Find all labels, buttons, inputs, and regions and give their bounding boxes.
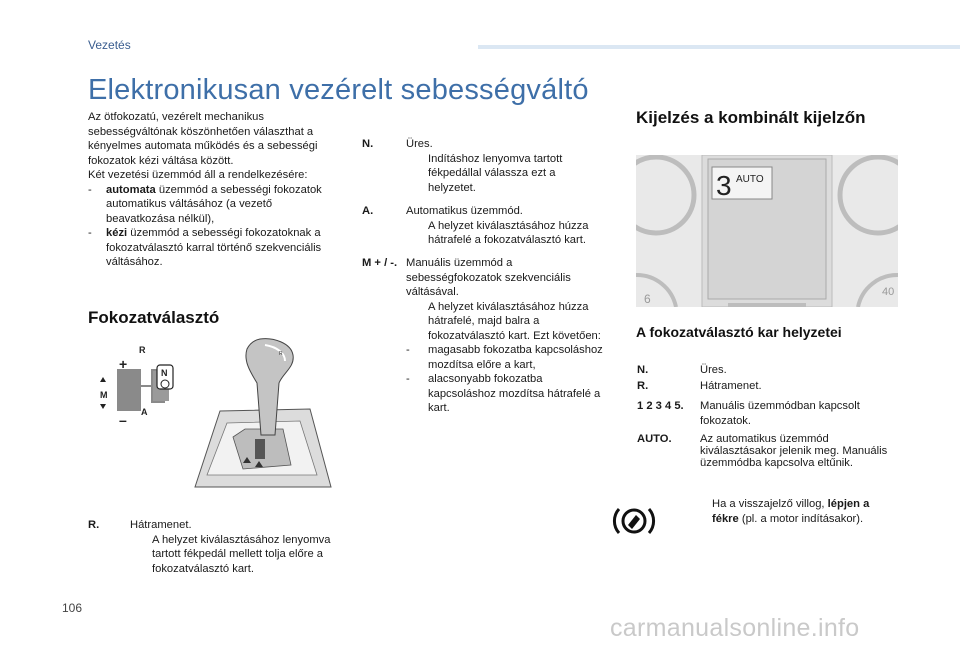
entry-m-value: Manuális üzemmód a sebességfokozatok szekvenciális váltásával. (406, 257, 571, 298)
intro-para-2: Két vezetési üzemmód áll a rendelkezésére: (88, 169, 308, 181)
cluster-gear-digit: 3 (716, 170, 732, 201)
position-gears-key: 1 2 3 4 5. (637, 400, 684, 412)
mode-auto-bold: automata (106, 183, 156, 196)
entry-a-value: Automatikus üzemmód. (406, 205, 523, 217)
dash: - (88, 183, 92, 196)
entry-n-bullet-text: Indításhoz lenyomva tartott fékpedállal válassza ezt a helyzetet. (428, 152, 563, 194)
cluster-auto-label: AUTO (736, 174, 764, 185)
header-bar (478, 45, 960, 49)
warning-post: (pl. a motor indításakor). (738, 512, 864, 525)
dash: - (406, 344, 410, 356)
warning-pre: Ha a visszajelző villog, (712, 498, 828, 510)
cluster-right-number: 40 (882, 286, 895, 298)
dash: - (406, 373, 410, 385)
svg-text:R: R (279, 351, 283, 357)
dash: - (88, 227, 92, 239)
gate-plus-label: + (119, 356, 128, 372)
entry-a-bullet-text: A helyzet kiválasztásához húzza hátrafelé a fokozatválasztó kart. (428, 219, 589, 246)
display-heading: Kijelzés a kombinált kijelzőn (636, 108, 866, 127)
mode-manual-bold: kézi (106, 227, 128, 239)
selector-heading: Fokozatválasztó (88, 308, 220, 327)
mode-manual-text: üzemmód a sebességi fokozatoknak a fokozatválasztó karral történő szekvenciális váltásához. (106, 227, 322, 268)
warning-bold: lépjen a fékre (712, 498, 870, 525)
entry-m-bullet (406, 300, 606, 344)
gate-minus-label: – (119, 412, 127, 428)
position-auto-value: Az automatikus üzemmód kiválasztásakor jelenik meg. Manuális üzemmódba kapcsolva eltűnik. (700, 433, 888, 469)
mode-item-manual (88, 226, 338, 270)
entry-r-bullet (130, 533, 338, 577)
intro-para-1: Az ötfokozatú, vezérelt mechanikus sebességváltónak köszönhetően választhat a kényelmes automata működés és a sebességi fokozatok kézi váltása között. (88, 111, 318, 167)
position-r-value: Hátramenet. (700, 380, 762, 392)
position-r-key: R. (637, 380, 649, 392)
entry-a-key: A. (362, 205, 374, 217)
positions-heading: A fokozatválasztó kar helyzetei (636, 324, 842, 340)
mode-item-auto (88, 183, 338, 227)
entry-r-value: Hátramenet. (130, 519, 192, 531)
position-n-key: N. (637, 364, 649, 376)
shift-gate-diagram (100, 345, 173, 428)
entry-m-sub-1-text: magasabb fokozatba kapcsoláshoz mozdítsa előre a kart, (428, 344, 603, 371)
brake-warning-icon (611, 503, 657, 539)
entry-a-bullet (406, 219, 606, 248)
intro-text (88, 110, 338, 270)
gate-n-label: N (161, 368, 168, 378)
page-number: 106 (62, 601, 83, 615)
entry-r-bullet-text: A helyzet kiválasztásához lenyomva tartott fékpedál mellett tolja előre a fokozatválasztó kart. (152, 533, 331, 575)
instrument-cluster-illustration (636, 155, 898, 307)
section-label: Vezetés (88, 38, 131, 52)
position-auto-key: AUTO. (637, 433, 672, 445)
gate-m-label: M (100, 390, 108, 400)
entry-m-bullet-text: A helyzet kiválasztásához húzza hátrafelé, majd balra a fokozatválasztó kart. Ezt követően: (428, 300, 601, 342)
mode-auto-text: üzemmód a sebességi fokozatok automatikus váltásához (a vezető beavatkozása nélkül), (106, 183, 322, 225)
cluster-left-number: 6 (644, 292, 651, 306)
entry-n-key: N. (362, 138, 374, 150)
brake-warning-bullet (690, 497, 890, 526)
entry-n-bullet (406, 152, 606, 196)
gear-selector-illustration (95, 335, 340, 500)
entry-n-value: Üres. (406, 138, 433, 150)
entry-m-key: M + / -. (362, 257, 398, 269)
entry-m-sub-1 (406, 343, 606, 372)
position-gears-value: Manuális üzemmódban kapcsolt fokozatok. (700, 400, 860, 427)
watermark: carmanualsonline.info (610, 614, 860, 642)
position-n-value: Üres. (700, 364, 727, 376)
entry-m-sub-2-text: alacsonyabb fokozatba kapcsoláshoz mozdítsa hátrafelé a kart. (428, 373, 601, 414)
page-title: Elektronikusan vezérelt sebességváltó (88, 74, 589, 106)
gate-r-label: R (139, 345, 146, 355)
brake-warning-text (690, 497, 890, 526)
entry-r-key: R. (88, 519, 100, 531)
entry-m-sub-2 (406, 372, 606, 416)
gate-a-label: A (141, 407, 148, 417)
